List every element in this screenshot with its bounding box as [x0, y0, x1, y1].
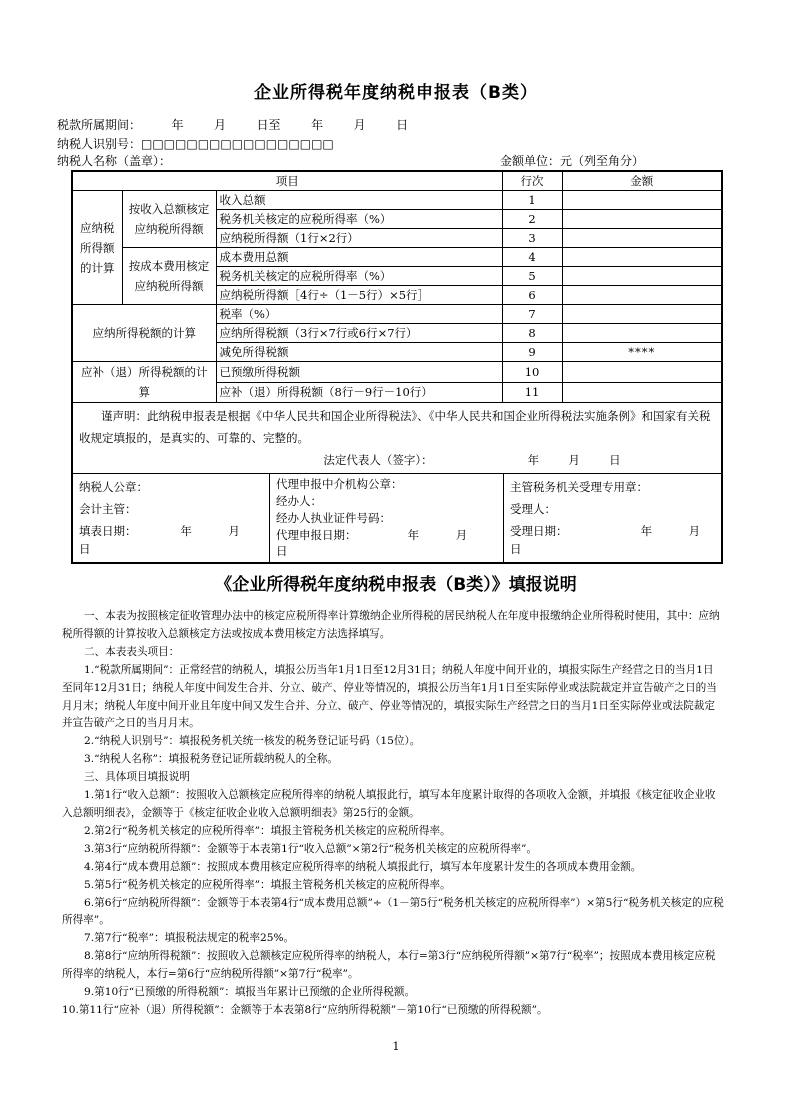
row-no: 1 — [502, 191, 562, 210]
declaration-cell — [72, 403, 722, 474]
row-label: 税务机关核定的应税所得率（%） — [216, 210, 502, 229]
row-no: 8 — [502, 324, 562, 343]
row-no: 6 — [502, 286, 562, 305]
header-row-no: 行次 — [502, 171, 562, 191]
row-amount[interactable] — [562, 324, 722, 343]
group1-label: 应纳税所得额的计算 — [72, 191, 122, 305]
declaration-text: 谨声明：此纳税申报表是根据《中华人民共和国企业所得税法》、《中华人民共和国企业所得税法实施条例》和国家有关税收规定填报的，是真实的、可靠的、完整的。 — [79, 409, 711, 445]
row-no: 10 — [502, 362, 562, 383]
instruction-paragraph: 三、具体项目填报说明 — [84, 771, 190, 784]
handler-label: 经办人： — [276, 494, 322, 508]
handler-cert-label: 经办人执业证件号码： — [276, 511, 391, 525]
row-amount[interactable] — [562, 210, 722, 229]
instruction-paragraph: 5.第5行“税务机关核定的应税所得率”：填报主管税务机关核定的应税所得率。 — [84, 878, 451, 891]
header-amount: 金额 — [562, 171, 722, 191]
instruction-paragraph: 4.第4行“成本费用总额”：按照成本费用核定应税所得率的纳税人填报此行，填写本年度累计发生的各项成本费用金额。 — [84, 860, 642, 873]
group2-label: 应纳所得税额的计算 — [72, 305, 216, 362]
instruction-paragraph: 一、本表为按照核定征收管理办法中的核定应税所得率计算缴纳企业所得税的居民纳税人在年度申报缴纳企业所得税时使用，其中：应纳税所得额的计算按收入总额核定方法或按成本费用核定方法选择填写。 — [62, 610, 720, 640]
row-no: 5 — [502, 267, 562, 286]
row-label: 应纳税所得额［4行÷（1－5行）×5行］ — [216, 286, 502, 305]
instructions-title: 《企业所得税年度纳税申报表（B类）》填报说明 — [215, 575, 577, 595]
row-no: 2 — [502, 210, 562, 229]
row-label: 收入总额 — [216, 191, 502, 210]
row-amount[interactable] — [562, 362, 722, 383]
sub2-label: 按成本费用核定应纳税所得额 — [122, 248, 216, 305]
form-title: 企业所得税年度纳税申报表（B类） — [254, 83, 538, 103]
agent-date-label: 代理申报日期： 年 月 — [276, 528, 468, 542]
instruction-paragraph: 二、本表表头项目： — [84, 645, 180, 658]
representative-line: 法定代表人（签字）： 年 月 日 — [323, 453, 621, 467]
row-amount[interactable] — [562, 305, 722, 324]
table-row — [72, 362, 722, 383]
instruction-paragraph: 6.第6行“应纳税所得额”：金额等于本表第4行“成本费用总额”÷（1－第5行“税务机关核定的应税所得率”）×第5行“税务机关核定的应税所得率”。 — [62, 896, 724, 927]
header-item: 项目 — [72, 171, 502, 191]
row-label: 税率（%） — [216, 305, 502, 324]
row-amount[interactable] — [562, 191, 722, 210]
table-row — [72, 248, 722, 267]
row-amount[interactable] — [562, 382, 722, 403]
taxpayer-id-line: 纳税人识别号：□□□□□□□□□□□□□□□□□ — [57, 137, 334, 151]
row-label: 成本费用总额 — [216, 248, 502, 267]
table-row — [72, 305, 722, 324]
instruction-paragraph: 9.第10行“已预缴的所得税额”：填报当年累计已预缴的企业所得税额。 — [84, 986, 416, 999]
instruction-paragraph: 2.“纳税人识别号”：填报税务机关统一核发的税务登记证号码（15位）。 — [84, 735, 421, 748]
declaration-table — [71, 170, 723, 564]
instruction-paragraph: 2.第2行“税务机关核定的应税所得率”：填报主管税务机关核定的应税所得率。 — [84, 824, 451, 837]
sub1-label: 按收入总额核定应纳税所得额 — [122, 191, 216, 248]
table-row — [72, 191, 722, 210]
row-amount[interactable] — [562, 286, 722, 305]
instruction-paragraph: 1.“税款所属期间”：正常经营的纳税人，填报公历当年1月1日至12月31日；纳税人年度中间开业的，填报实际生产经营之日的当月1日至同年12月31日；纳税人年度中间发生合并、分立、破产、停业等情况的，填报公历当年1月1日至实际停业或法院裁定并宣告破产之日的当月月末；纳税人年度中间开业且年度中间又发生合并、分立、破产、停业等情况的，填报实际生产经营之日的当月1日至实际停业或法院裁定并宣告破产之日的当月月末。 — [62, 663, 717, 730]
instruction-paragraph: 8.第8行“应纳所得税额”：按照收入总额核定应税所得率的纳税人，本行=第3行“应纳税所得额”×第7行“税率”；按照成本费用核定应税所得率的纳税人，本行=第6行“应纳税所得额”×第7行“税率”。 — [62, 950, 716, 981]
row-label: 已预缴所得税额 — [216, 362, 502, 383]
instruction-paragraph: 1.第1行“收入总额”：按照收入总额核定应税所得率的纳税人填报此行，填写本年度累计取得的各项收入金额，并填报《核定征收企业收入总额明细表》，金额等于《核定征收企业收入总额明细表》第25行的金额。 — [62, 789, 716, 819]
row-no: 7 — [502, 305, 562, 324]
declaration-row — [72, 403, 722, 474]
row-no: 9 — [502, 343, 562, 362]
agent-date-day: 日 — [276, 544, 288, 558]
row-label: 应纳税所得额（1行×2行） — [216, 229, 502, 248]
fill-date-label: 填表日期： 年 月 — [79, 524, 240, 538]
accountant-label: 会计主管： — [79, 502, 137, 516]
signature-row — [72, 474, 722, 564]
row-amount[interactable] — [562, 229, 722, 248]
row-label: 税务机关核定的应税所得率（%） — [216, 267, 502, 286]
row-label: 应补（退）所得税额（8行－9行－10行） — [216, 382, 502, 403]
table-header-row — [72, 171, 722, 191]
row-amount: **** — [562, 343, 722, 362]
receiver-label: 受理人： — [510, 502, 556, 516]
period-line: 税款所属期间： 年 月 日至 年 月 日 — [57, 118, 409, 132]
taxpayer-seal-cell — [73, 474, 270, 562]
row-label: 应纳所得税额（3行×7行或6行×7行） — [216, 324, 502, 343]
row-no: 11 — [502, 382, 562, 403]
taxpayer-seal-label: 纳税人公章： — [79, 480, 148, 494]
row-no: 4 — [502, 248, 562, 267]
instruction-paragraph: 3.“纳税人名称”：填报税务登记证所载纳税人的全称。 — [84, 753, 338, 766]
instruction-paragraph: 10.第11行“应补（退）所得税额”：金额等于本表第8行“应纳所得税额”－第10行“已预缴的所得税额”。 — [62, 1003, 548, 1016]
tax-office-seal-label: 主管税务机关受理专用章： — [510, 480, 648, 494]
row-amount[interactable] — [562, 267, 722, 286]
fill-date-day: 日 — [79, 542, 91, 556]
agent-seal-cell — [270, 474, 504, 562]
instructions-body — [62, 608, 724, 1020]
page-number: 1 — [392, 1040, 400, 1053]
unit-line: 金额单位：元（列至角分） — [499, 154, 644, 168]
taxpayer-name-line: 纳税人名称（盖章）： — [57, 154, 172, 168]
row-label: 减免所得税额 — [216, 343, 502, 362]
instruction-paragraph: 3.第3行“应纳税所得额”：金额等于本表第1行“收入总额”×第2行“税务机关核定的应税所得率”。 — [84, 842, 538, 855]
group3-label: 应补（退）所得税额的计算 — [72, 362, 216, 403]
receive-date-label: 受理日期： 年 月 — [510, 524, 701, 538]
agent-seal-label: 代理申报中介机构公章： — [276, 477, 403, 491]
instruction-paragraph: 7.第7行“税率”：填报税法规定的税率25%。 — [84, 932, 295, 945]
receive-date-day: 日 — [510, 542, 522, 556]
row-no: 3 — [502, 229, 562, 248]
tax-office-cell — [504, 474, 722, 562]
row-amount[interactable] — [562, 248, 722, 267]
